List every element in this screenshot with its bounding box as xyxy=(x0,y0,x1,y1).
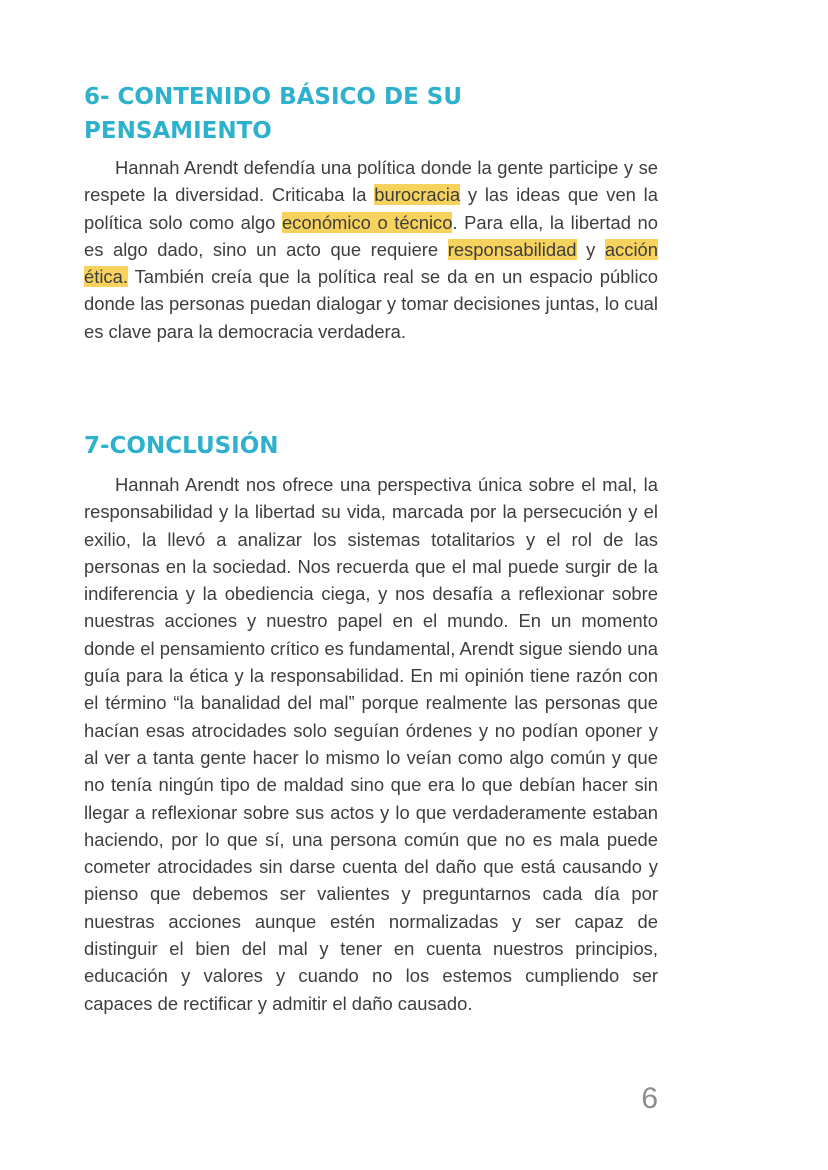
paragraph-text: También creía que la política real se da en un espacio público donde las personas puedan dialogar y tomar decisiones juntas, lo cual es clave para la democracia verdadera. xyxy=(84,266,658,342)
section-7-heading: 7-CONCLUSIÓN xyxy=(84,433,279,459)
highlight-burocracia: burocracia xyxy=(374,184,461,206)
paragraph-text: y las ideas que ven la política solo como algo xyxy=(84,184,658,233)
page-number: 6 xyxy=(641,1082,658,1115)
section-7-paragraph: Hannah Arendt nos ofrece una perspectiva única sobre el mal, la responsabilidad y la libertad su vida, marcada por la persecución y el exilio, la llevó a analizar los sistemas totalitarios y el rol de las personas en la sociedad. Nos recuerda que el mal puede surgir de la indiferencia y la obediencia ciega, y nos desafía a reflexionar sobre nuestras acciones y nuestro papel en el mundo. En un momento donde el pensamiento crítico es fundamental, Arendt sigue siendo una guía para la ética y la responsabilidad. En mi opinión tiene razón con el término “la banalidad del mal” porque realmente las personas que hacían esas atrocidades solo seguían órdenes y no podían oponer y al ver a tanta gente hacer lo mismo lo veían como algo común y que no tenía ningún tipo de maldad sino que era lo que debían hacer sin llegar a reflexionar sobre sus actos y lo que verdaderamente estaban haciendo, por lo que sí, una persona común que no es mala puede cometer atrocidades sin darse cuenta del daño que está causando y pienso que debemos ser valientes y preguntarnos cada día por nuestras acciones aunque estén normalizadas y ser capaz de distinguir el bien del mal y tener en cuenta nuestros principios, educación y valores y cuando no los estemos cumpliendo ser capaces de rectificar y admitir el daño causado. xyxy=(84,474,658,1014)
section-6-heading-line1: 6- CONTENIDO BÁSICO DE SU xyxy=(84,84,463,110)
highlight-responsabilidad: responsabilidad xyxy=(447,238,577,260)
paragraph-text: . Para ella, la libertad no es algo dado, sino un acto que requiere xyxy=(84,211,659,260)
paragraph-text: y xyxy=(576,238,605,260)
section-6-heading-line2: PENSAMIENTO xyxy=(84,118,272,144)
section-6-heading xyxy=(84,80,684,148)
highlight-accion-etica: acción ética. xyxy=(84,238,658,288)
paragraph-text: Hannah Arendt defendía una política donde la gente participe y se respete la diversidad. Criticaba la xyxy=(84,157,658,206)
section-6-paragraph xyxy=(84,154,658,345)
highlight-economico-tecnico: económico o técnico xyxy=(281,211,453,233)
